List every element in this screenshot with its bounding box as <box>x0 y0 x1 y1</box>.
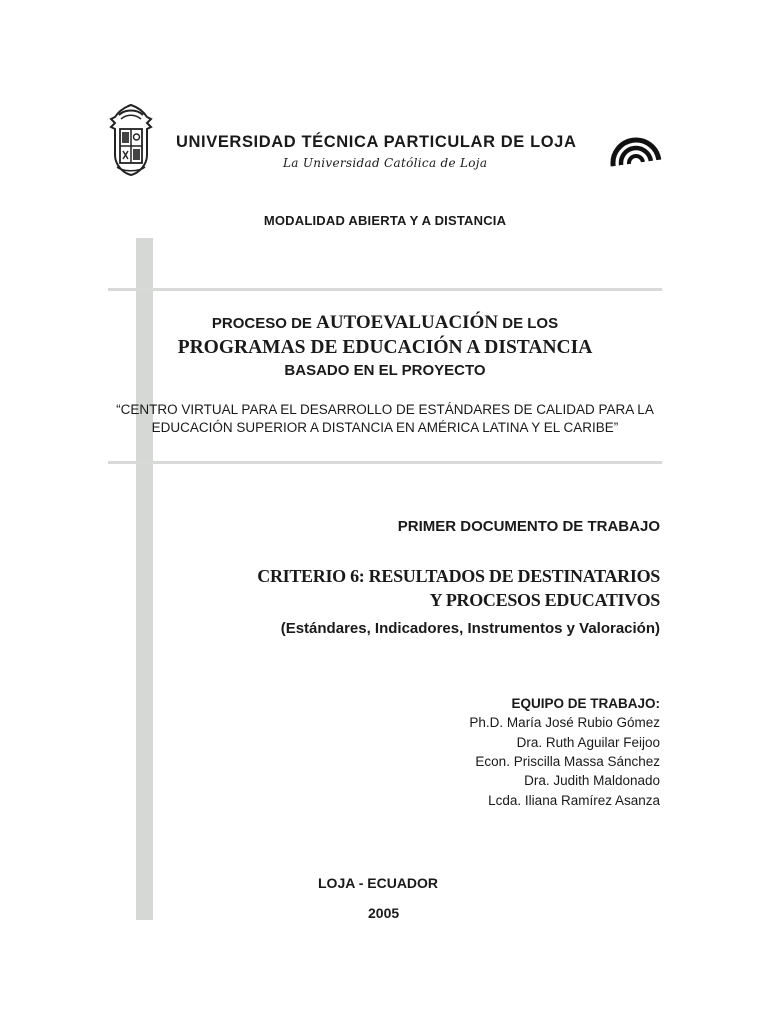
team-member: Lcda. Iliana Ramírez Asanza <box>488 793 660 808</box>
place-label: LOJA - ECUADOR <box>318 875 439 891</box>
team-heading: EQUIPO DE TRABAJO: <box>511 696 660 711</box>
criterion-title-line-2: Y PROCESOS EDUCATIVOS <box>429 590 660 610</box>
project-quote-line-2: EDUCACIÓN SUPERIOR A DISTANCIA EN AMÉRICA LATINA Y EL CARIBE” <box>151 420 619 435</box>
concentric-arcs-logo-icon <box>609 117 663 167</box>
team-member: Dra. Judith Maldonado <box>524 773 660 788</box>
project-quote <box>108 401 662 437</box>
criterion-subtitle: (Estándares, Indicadores, Instrumentos y Valoración) <box>280 620 660 637</box>
title-line-1-suffix: DE LOS <box>498 315 559 332</box>
document-type: PRIMER DOCUMENTO DE TRABAJO <box>397 518 660 535</box>
modality-heading: MODALIDAD ABIERTA Y A DISTANCIA <box>263 213 507 228</box>
year-label: 2005 <box>368 905 400 921</box>
title-line-1-keyword: AUTOEVALUACIÓN <box>316 312 499 333</box>
team-member: Ph.D. María José Rubio Gómez <box>469 715 660 730</box>
criterion-title-line-1: CRITERIO 6: RESULTADOS DE DESTINATARIOS <box>257 566 660 586</box>
university-tagline: La Universidad Católica de Loja <box>283 156 488 170</box>
title-line-1-prefix: PROCESO DE <box>211 315 317 332</box>
title-line-2: PROGRAMAS DE EDUCACIÓN A DISTANCIA <box>177 337 593 358</box>
title-line-1 <box>108 312 662 334</box>
title-line-3: BASADO EN EL PROYECTO <box>284 362 486 379</box>
divider-bottom <box>108 461 662 464</box>
team-member: Dra. Ruth Aguilar Feijoo <box>516 735 660 750</box>
team-member: Econ. Priscilla Massa Sánchez <box>475 754 660 769</box>
project-quote-line-1: “CENTRO VIRTUAL PARA EL DESARROLLO DE ESTÁNDARES DE CALIDAD PARA LA <box>116 402 654 417</box>
university-seal-icon <box>107 103 155 177</box>
divider-top <box>108 288 662 291</box>
university-name: UNIVERSIDAD TÉCNICA PARTICULAR DE LOJA <box>176 133 577 151</box>
